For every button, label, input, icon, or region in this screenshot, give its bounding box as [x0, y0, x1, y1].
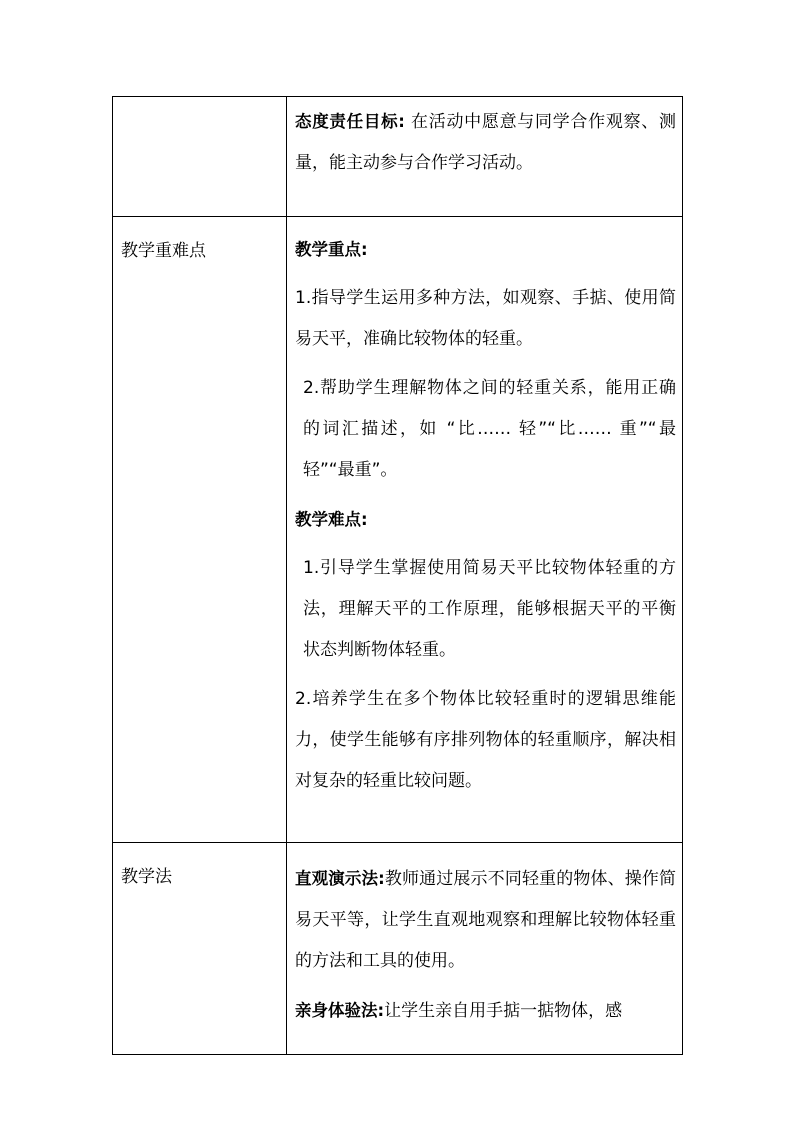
attitude-goal-paragraph — [295, 101, 676, 184]
experience-method-paragraph — [295, 990, 676, 1030]
demo-method-title: 直观演示法: — [295, 869, 385, 888]
key-difficult-points-cell — [287, 217, 683, 843]
row-label-empty — [113, 97, 287, 217]
key-points-title: 教学重点: — [295, 240, 368, 259]
demo-method-text: 教师通过展示不同轻重的物体、操作简易天平等，让学生直观地观察和理解比较物体轻重的方法和工具的使用。 — [295, 869, 676, 971]
table-row-key-difficult-points — [113, 217, 683, 843]
experience-method-title: 亲身体验法: — [295, 1001, 385, 1020]
demo-method-paragraph — [295, 858, 676, 982]
row-label-key-difficult-points: 教学重难点 — [113, 217, 287, 843]
teaching-methods-content — [295, 858, 676, 1030]
table-row-teaching-methods — [113, 843, 683, 1055]
difficult-point-2: 2.培养学生在多个物体比较轻重时的逻辑思维能力，使学生能够有序排列物体的轻重顺序，解决相对复杂的轻重比较问题。 — [295, 689, 676, 791]
experience-method-text: 让学生亲自用手掂一掂物体，感 — [384, 1001, 623, 1021]
difficult-points-title: 教学难点: — [295, 510, 368, 529]
key-point-1: 1.指导学生运用多种方法，如观察、手掂、使用简易天平，准确比较物体的轻重。 — [295, 288, 676, 349]
difficult-point-1: 1.引导学生掌握使用简易天平比较物体轻重的方法，理解天平的工作原理，能够根据天平的平衡状态判断物体轻重。 — [303, 558, 676, 660]
attitude-goal-cell — [287, 97, 683, 217]
attitude-goal-text: 在活动中愿意与同学合作观察、测量，能主动参与合作学习活动。 — [295, 112, 677, 173]
key-point-2: 2.帮助学生理解物体之间的轻重关系，能用正确的词汇描述，如 “比…… 轻”“比…… 重”“最轻”“最重”。 — [303, 378, 676, 480]
teaching-methods-cell — [287, 843, 683, 1055]
row-label-teaching-methods: 教学法 — [113, 843, 287, 1055]
lesson-plan-table — [112, 96, 683, 1055]
table-row-attitude-goal — [113, 97, 683, 217]
attitude-goal-title: 态度责任目标: — [295, 112, 405, 131]
